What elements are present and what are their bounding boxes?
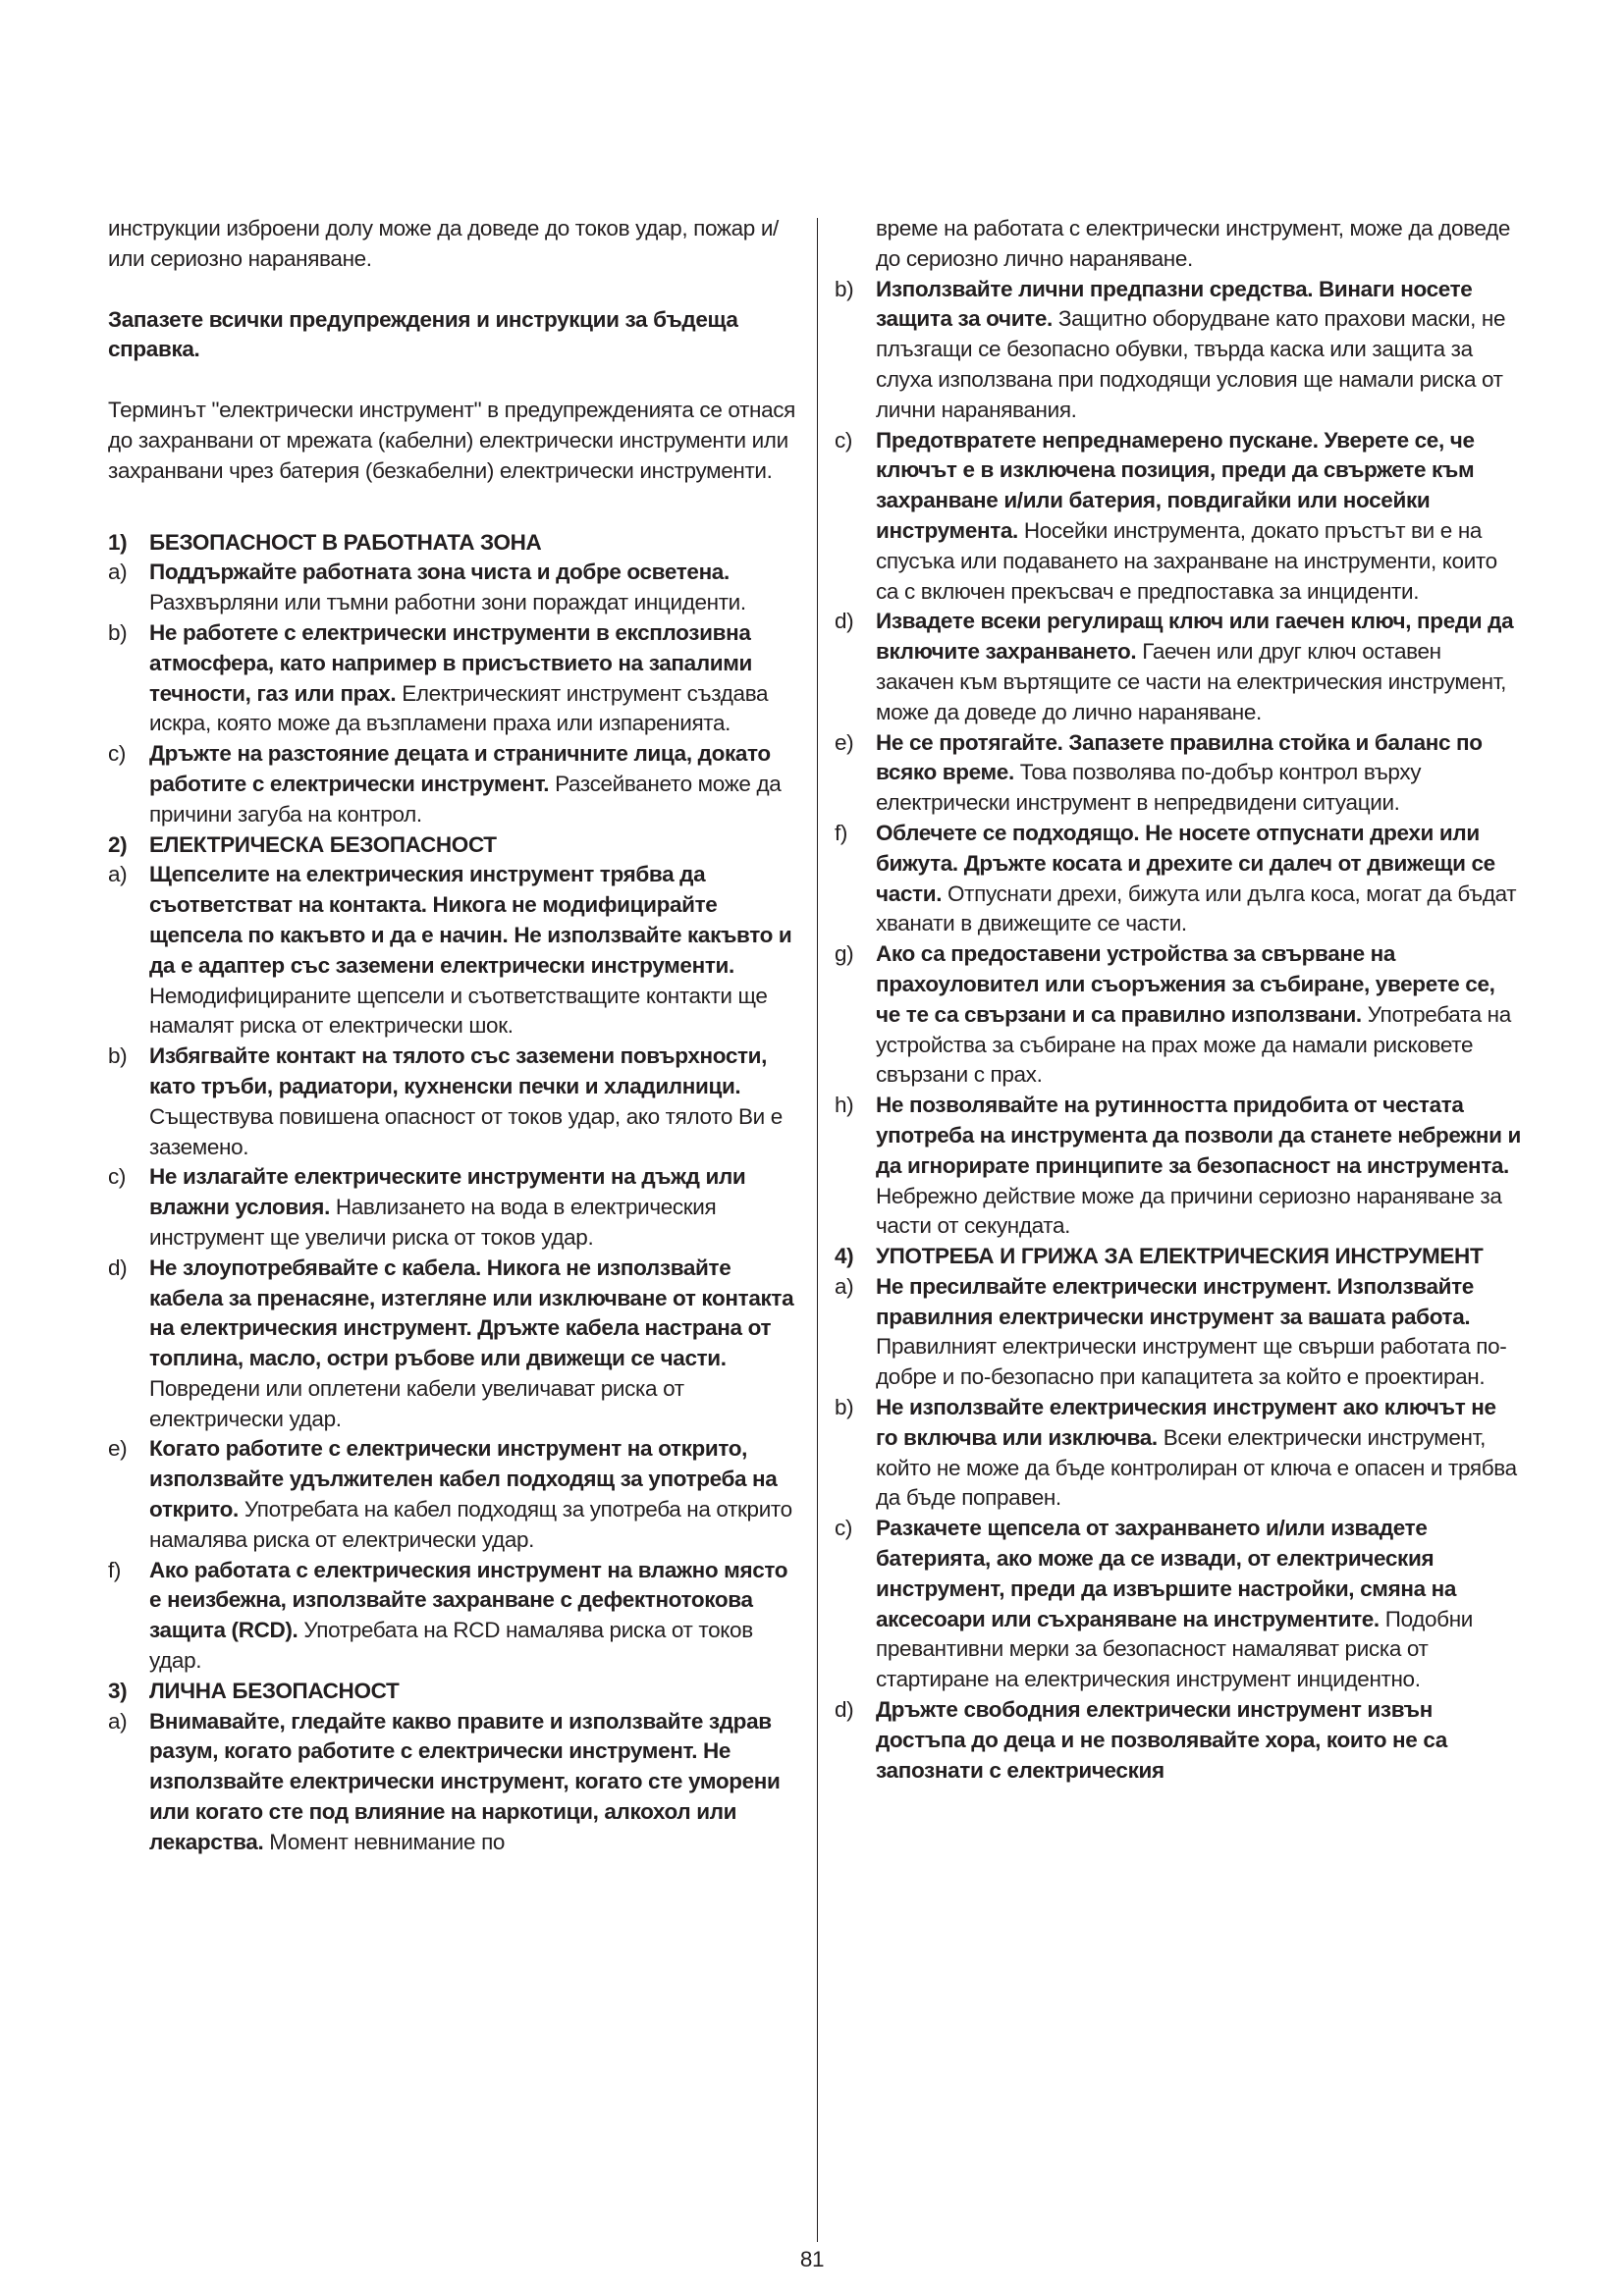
item-warning: Щепселите на електрическия инструмент трябва да съответстват на контакта. Никога не модифицирайте щепсела по какъвто и да е начин. Не използвайте какъвто и да е адаптер със заземени електрически инструменти. bbox=[149, 862, 792, 978]
item-label: c) bbox=[108, 1164, 127, 1190]
item-text bbox=[149, 739, 795, 829]
item-warning: Не излагайте електрическите инструменти на дъжд или влажни условия. bbox=[149, 1164, 746, 1220]
item-explanation: Употребата на устройства за събиране на прах може да намали рисковете свързани с прах. bbox=[876, 1001, 1511, 1088]
item-explanation: Повредени или оплетени кабели увеличават риска от електрически удар. bbox=[149, 1375, 684, 1431]
list-item bbox=[108, 860, 795, 1041]
item-text bbox=[149, 1434, 795, 1555]
item-text bbox=[876, 728, 1522, 819]
item-warning: Извадете всеки регулиращ ключ или гаечен ключ, преди да включите захранването. bbox=[876, 609, 1514, 665]
item-warning: Избягвайте контакт на тялото със заземени повърхности, като тръби, радиатори, кухненски печки и хладилници. bbox=[149, 1043, 768, 1098]
item-warning: Дръжте на разстояние децата и страничните лица, докато работите с електрически инструмент. bbox=[149, 741, 771, 796]
list-item bbox=[835, 607, 1522, 727]
item-explanation: Употребата на RCD намалява риска от токов удар. bbox=[149, 1618, 753, 1674]
section-electrical-safety bbox=[108, 830, 795, 1677]
item-warning: Не злоупотребявайте с кабела. Никога не използвайте кабела за пренасяне, изтегляне или изключване от контакта на електрическия инструмент. Дръжте кабела настрана от топлина, масло, остри ръбове или движещи се части. bbox=[149, 1255, 794, 1371]
section-title: УПОТРЕБА И ГРИЖА ЗА ЕЛЕКТРИЧЕСКИЯ ИНСТРУМЕНТ bbox=[876, 1244, 1484, 1269]
item-label: e) bbox=[835, 729, 854, 755]
item-warning: Не работете с електрически инструменти в експлозивна атмосфера, като например в присъствието на запалими течности, газ или прах. bbox=[149, 619, 753, 706]
section-work-area bbox=[108, 528, 795, 830]
item-text bbox=[876, 275, 1522, 426]
section-number: 1) bbox=[108, 529, 128, 555]
item-label: b) bbox=[835, 276, 854, 301]
item-explanation: Момент невнимание по bbox=[269, 1829, 506, 1854]
item-explanation: Гаечен или друг ключ оставен закачен към въртящите се части на електрическия инструмент, може да доведе до лично нараняване. bbox=[876, 639, 1507, 724]
item-warning: Предотвратете непреднамерено пускане. Уверете се, че ключът е в изключена позиция, преди да свържете към захранване и/или батерия, повдигайки или носейки инструмента. bbox=[876, 427, 1475, 543]
item-warning: Не позволявайте на рутинността придобита от честата употреба на инструмента да позволи да станете небрежни и да игнорирате принципите за безопасност на инструмента. bbox=[876, 1093, 1522, 1178]
section-number: 3) bbox=[108, 1678, 128, 1703]
item-warning: Не се протягайте. Запазете правилна стойка и баланс по всяко време. bbox=[876, 729, 1483, 785]
item-warning: Разкачете щепсела от захранването и/или извадете батерията, ако може да се извади, от електрическия инструмент, преди да извършите настройки, смяна на аксесоари или съхраняване на инструментите. bbox=[876, 1516, 1457, 1631]
item-explanation: Подобни превантивни мерки за безопасност намаляват риска от стартиране на електрическия инструмент инцидентно. bbox=[876, 1606, 1474, 1692]
item-label: g) bbox=[835, 941, 854, 967]
list-item bbox=[108, 1434, 795, 1555]
item-explanation: Това позволява по-добър контрол върху електрически инструмент в непредвидени ситуации. bbox=[876, 760, 1422, 816]
item-label: b) bbox=[108, 1043, 128, 1069]
item-warning: Ако са предоставени устройства за свърване на прахоуловител или съоръжения за събиране, уверете се, че те са свързани и са правилно използвани. bbox=[876, 941, 1495, 1027]
list-item bbox=[835, 1272, 1522, 1393]
item-explanation: Защитно оборудване като прахови маски, не плъзгащи се безопасно обувки, твърда каска или защита за слуха използвана при подходящи условия ще намали риска от лични наранявания. bbox=[876, 306, 1506, 422]
section-title: БЕЗОПАСНОСТ В РАБОТНАТА ЗОНА bbox=[149, 529, 542, 555]
list-item bbox=[108, 1041, 795, 1162]
list-item bbox=[835, 1393, 1522, 1514]
item-explanation: Електрическият инструмент създава искра, която може да възпламени праха или изпаренията. bbox=[149, 680, 769, 736]
list-item bbox=[835, 728, 1522, 819]
item-text bbox=[876, 1514, 1522, 1695]
item-text bbox=[876, 939, 1522, 1091]
item-label: f) bbox=[108, 1557, 122, 1582]
section-title: ЕЛЕКТРИЧЕСКА БЕЗОПАСНОСТ bbox=[149, 831, 497, 857]
intro-paragraph: инструкции изброени долу може да доведе до токов удар, пожар и/или сериозно нараняване. bbox=[108, 216, 779, 271]
item-explanation: Немодифицираните щепсели и съответстващите контакти ще намалят риска от електрически шок. bbox=[149, 983, 768, 1039]
column-divider bbox=[817, 218, 818, 2242]
item-explanation: Навлизането на вода в електрическия инструмент ще увеличи риска от токов удар. bbox=[149, 1195, 717, 1250]
item-label: c) bbox=[835, 427, 853, 453]
item-text bbox=[149, 558, 795, 618]
section-heading bbox=[108, 830, 795, 861]
item-warning: Поддържайте работната зона чиста и добре осветена. bbox=[149, 560, 730, 585]
item-label: b) bbox=[108, 619, 128, 645]
item-warning: Облечете се подходящо. Не носете отпуснати дрехи или бижута. Дръжте косата и дрехите си далеч от движещи се части. bbox=[876, 820, 1495, 906]
item-explanation: Разсейването може да причини загуба на контрол. bbox=[149, 771, 782, 827]
item-text bbox=[876, 1695, 1522, 1786]
item-explanation: Носейки инструмента, докато пръстът ви е на спусъка или подаването на захранване на инструменти, които са с включен прекъсвач е предпоставка за инциденти. bbox=[876, 517, 1497, 604]
item-label: a) bbox=[108, 862, 128, 887]
item-explanation: Правилният електрически инструмент ще свърши работата по-добре и по-безопасно при капацитета за който е проектиран. bbox=[876, 1334, 1507, 1390]
item-text bbox=[876, 819, 1522, 939]
section-personal-safety-cont bbox=[835, 275, 1522, 1243]
item-text bbox=[876, 426, 1522, 608]
item-text bbox=[149, 1707, 795, 1858]
item-explanation: Всеки електрически инструмент, който не може да бъде контролиран от ключа е опасен и трябва да бъде поправен. bbox=[876, 1424, 1517, 1511]
section-tool-use-care bbox=[835, 1242, 1522, 1786]
list-item bbox=[835, 1695, 1522, 1786]
item-warning: Дръжте свободния електрически инструмент извън достъпа до деца и не позволявайте хора, които не са запознати с електрическия bbox=[876, 1697, 1447, 1783]
item-text bbox=[149, 1162, 795, 1253]
item-label: h) bbox=[835, 1093, 854, 1118]
item-label: d) bbox=[835, 1697, 854, 1723]
item-label: a) bbox=[835, 1273, 854, 1299]
item-label: a) bbox=[108, 1708, 128, 1734]
list-item bbox=[108, 1162, 795, 1253]
item-warning: Когато работите с електрически инструмент на открито, използвайте удължителен кабел подходящ за употреба на открито. bbox=[149, 1436, 778, 1522]
item-warning: Не пресилвайте електрически инструмент. Използвайте правилния електрически инструмент за вашата работа. bbox=[876, 1273, 1474, 1329]
list-item bbox=[835, 1514, 1522, 1695]
item-text bbox=[149, 1254, 795, 1435]
item-explanation: Небрежно действие може да причини сериозно нараняване за части от секундата. bbox=[876, 1183, 1502, 1239]
continued-item: време на работата с електрически инструмент, може да доведе до сериозно лично нараняване. bbox=[876, 216, 1511, 271]
item-label: d) bbox=[108, 1255, 128, 1280]
list-item bbox=[108, 1254, 795, 1435]
item-text bbox=[876, 1393, 1522, 1514]
item-warning: Внимавайте, гледайте какво правите и използвайте здрав разум, когато работите с електрически инструмент. Не използвайте електрически инструмент, когато сте уморени или когато сте под влияние на наркотици, алкохол или лекарства. bbox=[149, 1708, 781, 1854]
list-item bbox=[835, 426, 1522, 608]
item-label: f) bbox=[835, 820, 848, 845]
item-label: c) bbox=[108, 741, 127, 767]
item-text bbox=[876, 1272, 1522, 1393]
item-text bbox=[149, 1556, 795, 1677]
item-label: b) bbox=[835, 1395, 854, 1420]
section-heading bbox=[835, 1242, 1522, 1272]
list-item bbox=[108, 739, 795, 829]
section-heading bbox=[108, 528, 795, 559]
save-instructions-heading: Запазете всички предупреждения и инструкции за бъдеща справка. bbox=[108, 306, 738, 362]
section-heading bbox=[108, 1677, 795, 1707]
section-personal-safety bbox=[108, 1677, 795, 1858]
item-text bbox=[149, 618, 795, 739]
item-text bbox=[149, 860, 795, 1041]
item-warning: Ако работата с електрическия инструмент на влажно място е неизбежна, използвайте захранване с дефектнотокова защита (RCD). bbox=[149, 1557, 788, 1643]
list-item bbox=[108, 618, 795, 739]
item-warning: Не използвайте електрическия инструмент ако ключът не го включва или изключва. bbox=[876, 1395, 1496, 1450]
item-text bbox=[876, 1091, 1522, 1242]
item-warning: Използвайте лични предпазни средства. Винаги носете защита за очите. bbox=[876, 276, 1473, 332]
item-label: a) bbox=[108, 560, 128, 585]
list-item bbox=[835, 939, 1522, 1091]
section-title: ЛИЧНА БЕЗОПАСНОСТ bbox=[149, 1678, 400, 1703]
item-explanation: Отпуснати дрехи, бижута или дълга коса, могат да бъдат хванати в движещите се части. bbox=[876, 881, 1517, 936]
list-item bbox=[108, 1556, 795, 1677]
section-number: 2) bbox=[108, 831, 128, 857]
left-column bbox=[108, 214, 795, 1858]
list-item bbox=[835, 1091, 1522, 1242]
section-number: 4) bbox=[835, 1244, 854, 1269]
item-label: e) bbox=[108, 1436, 128, 1462]
item-label: d) bbox=[835, 609, 854, 634]
list-item bbox=[835, 275, 1522, 426]
item-explanation: Разхвърляни или тъмни работни зони пораждат инциденти. bbox=[149, 590, 746, 615]
item-explanation: Съществува повишена опасност от токов удар, ако тялото Ви е заземено. bbox=[149, 1103, 783, 1159]
item-label: c) bbox=[835, 1516, 853, 1541]
term-definition: Терминът "електрически инструмент" в предупрежденията се отнася до захранвани от мрежата (кабелни) електрически инструменти или захранвани чрез батерия (безкабелни) електрически инструменти. bbox=[108, 398, 795, 483]
list-item bbox=[835, 819, 1522, 939]
list-item bbox=[108, 558, 795, 618]
item-text bbox=[876, 607, 1522, 727]
right-column bbox=[835, 214, 1522, 1786]
list-item bbox=[108, 1707, 795, 1858]
item-explanation: Употребата на кабел подходящ за употреба на открито намалява риска от електрически удар. bbox=[149, 1497, 792, 1552]
item-text bbox=[149, 1041, 795, 1162]
page-number: 81 bbox=[799, 2247, 825, 2271]
